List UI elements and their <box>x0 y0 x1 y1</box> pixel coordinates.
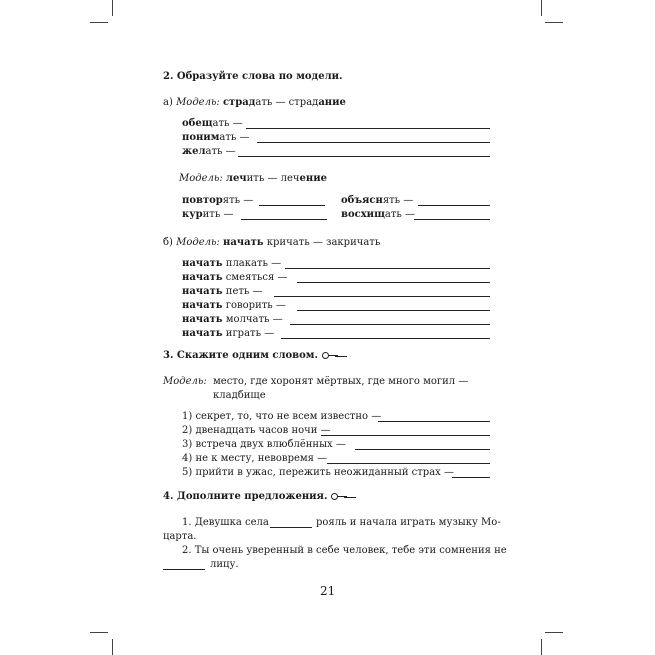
part-b-label: б) <box>163 237 173 248</box>
exercise-row <box>182 299 286 312</box>
exercise-row <box>182 285 263 298</box>
model-text: кричать — закричать <box>263 237 381 248</box>
answer-blank[interactable] <box>414 210 490 220</box>
model-suffix: ение <box>299 173 327 184</box>
word-rest: ить — <box>202 209 234 220</box>
answer-blank[interactable] <box>452 468 490 478</box>
word-stem: поним <box>182 132 220 143</box>
word-stem: начать <box>182 272 223 283</box>
exercise-4-title-text: 4. Дополните предложения. <box>163 491 328 502</box>
crop-mark <box>541 0 542 16</box>
word-stem: начать <box>182 286 223 297</box>
word-stem: начать <box>182 328 223 339</box>
word-rest: ать — <box>212 118 243 129</box>
exercise-row <box>182 313 283 326</box>
answer-blank[interactable] <box>297 301 490 311</box>
key-icon <box>322 352 338 359</box>
word-rest: ать — <box>205 146 236 157</box>
model-label: Модель: <box>176 237 220 248</box>
exercise-3-title <box>163 350 338 361</box>
model-text: ать — страд <box>255 97 319 108</box>
crop-mark <box>545 22 563 23</box>
crop-mark <box>545 632 563 633</box>
sentence-2-end: лицу. <box>210 559 239 570</box>
model-stem: леч <box>225 173 247 184</box>
sentence-2-start: 2. Ты очень уверенный в себе человек, тебе эти сомнения не <box>182 545 507 556</box>
exercise-row <box>182 194 253 207</box>
answer-blank[interactable] <box>297 273 490 283</box>
exercise-2a-model <box>163 96 346 109</box>
word-stem: жел <box>182 146 206 157</box>
exercise-2a-model-2 <box>179 172 327 185</box>
exercise-row: 3) встреча двух влюблённых — <box>182 439 346 450</box>
word-stem: начать <box>182 258 223 269</box>
answer-blank[interactable] <box>355 440 490 450</box>
model-stem: страд <box>222 97 256 108</box>
word-rest: играть — <box>222 328 275 339</box>
answer-blank[interactable] <box>281 329 490 339</box>
model-suffix: ание <box>318 97 346 108</box>
word-rest: петь — <box>222 286 263 297</box>
word-rest: плакать — <box>222 258 282 269</box>
exercise-row: 5) прийти в ужас, пережить неожиданный страх — <box>182 467 454 478</box>
exercise-row <box>341 208 415 221</box>
crop-mark <box>541 639 542 655</box>
model-text: ить — леч <box>246 173 300 184</box>
exercise-row <box>182 131 250 144</box>
word-stem: повтор <box>182 195 223 206</box>
word-stem: начать <box>182 300 223 311</box>
word-rest: смеяться — <box>222 272 288 283</box>
part-a-label: а) <box>163 97 173 108</box>
answer-blank[interactable] <box>274 287 490 297</box>
word-rest: говорить — <box>222 300 286 311</box>
exercise-row <box>182 117 243 130</box>
word-stem: восхищ <box>341 209 385 220</box>
answer-blank[interactable] <box>238 147 490 157</box>
model-label: Модель: <box>163 376 207 387</box>
exercise-row <box>341 194 413 207</box>
word-rest: молчать — <box>222 314 283 325</box>
answer-blank[interactable] <box>259 196 325 206</box>
model-label: Модель: <box>176 97 220 108</box>
answer-blank[interactable] <box>290 315 490 325</box>
answer-blank[interactable] <box>270 518 312 528</box>
word-rest: ять — <box>222 195 254 206</box>
answer-blank[interactable] <box>241 210 327 220</box>
word-stem: кур <box>182 209 203 220</box>
answer-blank[interactable] <box>321 426 490 436</box>
exercise-4-title <box>163 491 347 502</box>
word-stem: начать <box>182 314 223 325</box>
answer-blank[interactable] <box>327 454 490 464</box>
exercise-row: 4) не к месту, невовремя — <box>182 453 328 464</box>
model-label: Модель: <box>179 173 223 184</box>
crop-mark <box>112 639 113 655</box>
answer-blank[interactable] <box>246 119 490 129</box>
model-definition: место, где хоронят мёртвых, где много могил — <box>213 376 469 387</box>
answer-blank[interactable] <box>163 560 205 570</box>
exercise-row <box>182 327 274 340</box>
crop-mark <box>90 632 108 633</box>
answer-blank[interactable] <box>418 196 490 206</box>
exercise-3-title-text: 3. Скажите одним словом. <box>163 350 318 361</box>
exercise-row: 1) секрет, то, что не всем известно — <box>182 411 382 422</box>
sentence-1-end: рояль и начала играть музыку Мо- <box>316 517 501 528</box>
model-verb: начать <box>223 237 264 248</box>
answer-blank[interactable] <box>378 412 490 422</box>
word-stem: обещ <box>182 118 213 129</box>
exercise-2b-model <box>163 236 380 249</box>
key-icon <box>331 493 347 500</box>
exercise-row <box>182 208 233 221</box>
page-number: 21 <box>320 584 336 598</box>
exercise-row <box>182 145 236 158</box>
word-rest: ать — <box>384 209 416 220</box>
exercise-row <box>182 271 287 284</box>
word-stem: объясн <box>341 195 383 206</box>
sentence-1-cont: царта. <box>163 531 197 542</box>
answer-blank[interactable] <box>257 133 490 143</box>
exercise-row: 2) двенадцать часов ночи — <box>182 425 331 436</box>
crop-mark <box>90 22 108 23</box>
sentence-1-start: 1. Девушка села <box>182 517 269 528</box>
answer-blank[interactable] <box>285 259 490 269</box>
word-rest: ать — <box>219 132 250 143</box>
exercise-row <box>182 257 281 270</box>
crop-mark <box>112 0 113 16</box>
exercise-2-title: 2. Образуйте слова по модели. <box>163 71 343 82</box>
word-rest: ять — <box>382 195 414 206</box>
model-answer: кладбище <box>213 390 266 401</box>
